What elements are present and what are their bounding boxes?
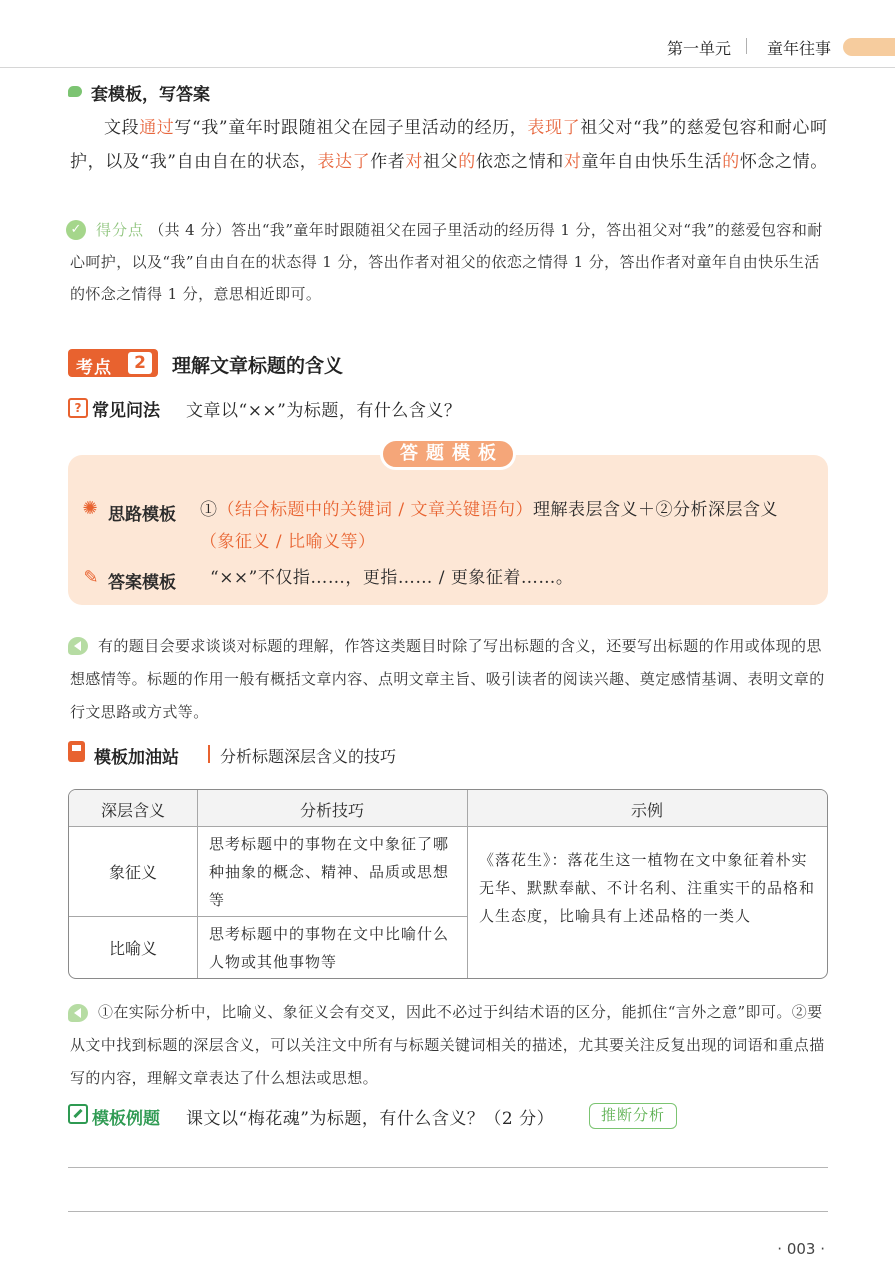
- table-row-meaning: 比喻义: [108, 939, 157, 958]
- leaf-bullet-icon: [68, 86, 82, 97]
- thinking-label: 思路模板: [108, 505, 176, 525]
- highlight-word: 的: [722, 152, 740, 172]
- question-text: 文章以“××”为标题，有什么含义？: [186, 401, 462, 421]
- question-icon: ?: [68, 398, 88, 418]
- table-example: 《落花生》：落花生这一植物在文中象征着朴实无华、默默奉献、不计名利、注重实干的品格和人生态度，比喻具有上述品格的一类人: [479, 851, 816, 925]
- header-unit: 第一单元: [666, 39, 731, 58]
- question-label: 常见问法: [92, 401, 160, 421]
- answer-text: 祖父: [423, 152, 459, 172]
- thinking-mid: 理解表层含义＋②分析深层含义: [533, 500, 779, 520]
- station-subtitle: 分析标题深层含义的技巧: [220, 747, 397, 766]
- highlight-word: 通过: [139, 118, 175, 138]
- bulb-icon: ✺: [82, 498, 98, 519]
- table-header-technique: 分析技巧: [299, 801, 364, 820]
- answer-text: 童年自由快乐生活: [581, 152, 723, 172]
- header-chapter: 童年往事: [766, 39, 831, 58]
- tip-paragraph: ①在实际分析中，比喻义、象征义会有交叉，因此不必过于纠结术语的区分，能抓住“言外之意”即可。②要从文中找到标题的深层含义，可以关注文中所有与标题关键词相关的描述，尤其要关注反复出现的词语和重点描写的内容，理解文章表达了什么想法或思想。: [70, 1003, 825, 1087]
- highlight-word: 的: [458, 152, 476, 172]
- score-text: （共 4 分）答出“我”童年时跟随祖父在园子里活动的经历得 1 分，答出祖父对“我”的慈爱包容和耐心呵护，以及“我”自由自在的状态得 1 分，答出作者对祖父的依恋之情得 1 分，答出作者对童年自由快乐生活的怀念之情得 1 分，意思相近即可。: [70, 221, 823, 303]
- answer-line: [68, 1167, 828, 1168]
- table-row-meaning: 象征义: [108, 863, 157, 882]
- kaodian-label: 考点: [76, 358, 112, 378]
- fuel-station-icon: [68, 741, 85, 762]
- template-heading: 套模板，写答案: [91, 85, 210, 105]
- thinking-orange2: （象征义 / 比喻义等）: [200, 532, 376, 552]
- answer-template-label: 答案模板: [108, 573, 176, 593]
- answer-text: 依恋之情和: [475, 152, 564, 172]
- score-paragraph: [70, 214, 832, 310]
- header-line: [0, 67, 895, 68]
- table-hline: [69, 826, 827, 827]
- check-icon: ✓: [66, 220, 86, 240]
- answer-template-text: “××”不仅指……，更指…… / 更象征着……。: [210, 568, 574, 588]
- thinking-prefix: ①: [200, 500, 218, 520]
- score-label: 得分点: [96, 221, 145, 239]
- answer-text: 祖父对“我”的慈爱包容和耐心呵护，以及“我”自由自在的状态，: [70, 118, 828, 172]
- table-row-technique: 思考标题中的事物在文中比喻什么人物或其他事物等: [209, 925, 450, 971]
- answer-text: 写“我”童年时跟随祖父在园子里活动的经历，: [174, 118, 528, 138]
- answer-paragraph: [70, 111, 832, 179]
- example-badge: 推断分析: [589, 1103, 677, 1129]
- template-pill: 答题模板: [380, 438, 516, 470]
- table-header-meaning: 深层含义: [100, 801, 165, 820]
- tip-paragraph: 有的题目会要求谈谈对标题的理解，作答这类题目时除了写出标题的含义，还要写出标题的作用或体现的思想感情等。标题的作用一般有概括文章内容、点明文章主旨、吸引读者的阅读兴趣、奠定感情基调、表明文章的行文思路或方式等。: [70, 637, 825, 721]
- station-separator: [208, 745, 210, 763]
- answer-line: [68, 1211, 828, 1212]
- highlight-word: 表现了: [527, 118, 581, 138]
- answer-text: 作者: [370, 152, 406, 172]
- pen-icon: ✎: [83, 567, 99, 588]
- table-row-technique: 思考标题中的事物在文中象征了哪种抽象的概念、精神、品质或思想等: [209, 835, 450, 909]
- example-label: 模板例题: [92, 1109, 160, 1129]
- station-title: 模板加油站: [94, 748, 179, 768]
- edit-icon: [68, 1104, 88, 1124]
- header-separator: [746, 38, 748, 54]
- table-header-example: 示例: [630, 801, 663, 820]
- example-text: 课文以“梅花魂”为标题，有什么含义？（2 分）: [186, 1109, 555, 1129]
- thinking-text: [200, 494, 820, 558]
- highlight-word: 表达了: [317, 152, 371, 172]
- kaodian-number: 2: [128, 352, 152, 374]
- highlight-word: 对: [563, 152, 582, 172]
- highlight-word: 对: [405, 152, 424, 172]
- kaodian-title: 理解文章标题的含义: [172, 355, 344, 377]
- table-hline: [69, 916, 467, 917]
- answer-text: 怀念之情。: [739, 152, 828, 172]
- thinking-orange: （结合标题中的关键词 / 文章关键语句）: [217, 500, 534, 520]
- answer-text: 文段: [104, 118, 140, 138]
- technique-table: [68, 789, 828, 979]
- page-number: · 003 ·: [777, 1240, 825, 1258]
- header-tab: [843, 38, 895, 56]
